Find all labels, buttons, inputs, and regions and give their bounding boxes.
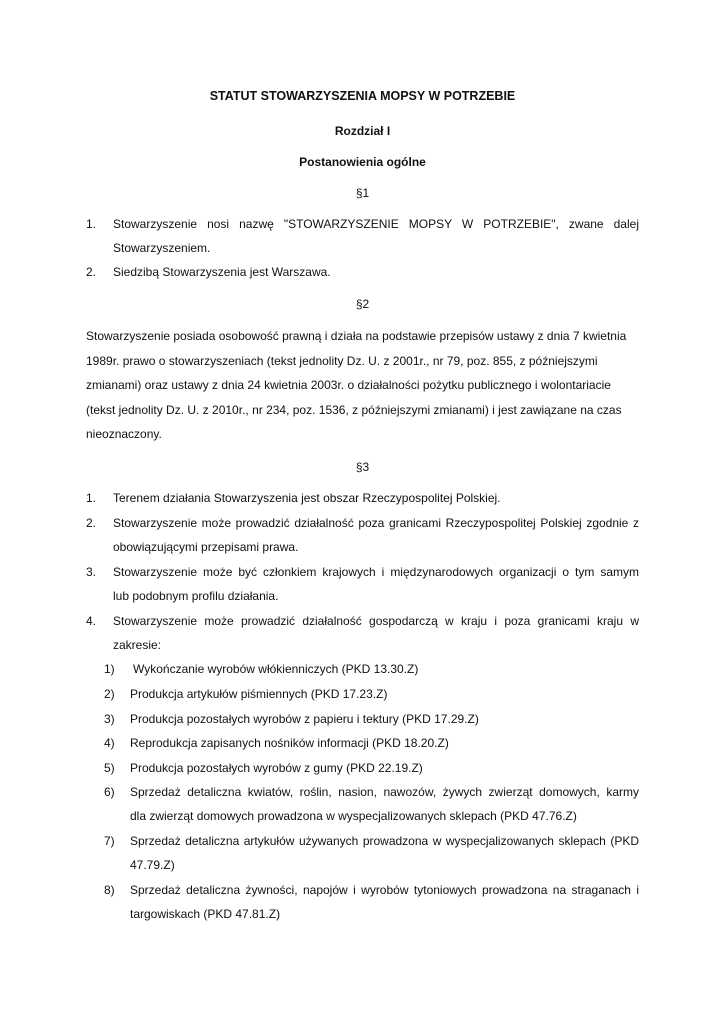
chapter-title: Postanowienia ogólne xyxy=(299,155,426,169)
item-text-line: Siedzibą Stowarzyszenia jest Warszawa. xyxy=(113,265,331,279)
subitem-number: 2) xyxy=(104,687,115,701)
subitem-text-line: Sprzedaż detaliczna kwiatów, roślin, nasion, nawozów, żywych zwierząt domowych, karmy xyxy=(130,785,639,799)
subitem-number: 7) xyxy=(104,834,115,848)
item-text-line: Terenem działania Stowarzyszenia jest obszar Rzeczypospolitej Polskiej. xyxy=(113,491,501,505)
subitem-text-line: Produkcja pozostałych wyrobów z gumy (PKD 22.19.Z) xyxy=(130,761,423,775)
subitem-text-line: Produkcja pozostałych wyrobów z papieru i tektury (PKD 17.29.Z) xyxy=(130,712,479,726)
subitem-text-line: 47.79.Z) xyxy=(130,858,175,872)
subitem-text-line: Sprzedaż detaliczna żywności, napojów i wyrobów tytoniowych prowadzona na straganach i xyxy=(130,883,639,897)
item-text-line: lub podobnym profilu działania. xyxy=(113,589,279,603)
subitem-text-line: dla zwierząt domowych prowadzona w wyspecjalizowanych sklepach (PKD 47.76.Z) xyxy=(130,809,577,823)
item-number: 1. xyxy=(86,491,97,505)
item-number: 3. xyxy=(86,565,97,579)
subitem-text-line: Produkcja artykułów piśmiennych (PKD 17.23.Z) xyxy=(130,687,388,701)
subitem-text-line: Reprodukcja zapisanych nośników informacji (PKD 18.20.Z) xyxy=(130,736,449,750)
subitem-text-line: Wykończanie wyrobów włókienniczych (PKD 13.30.Z) xyxy=(133,662,419,676)
paragraph-line: nieoznaczony. xyxy=(86,427,162,441)
item-number: 2. xyxy=(86,516,97,530)
item-number: 2. xyxy=(86,265,97,279)
item-text-line: Stowarzyszenie może prowadzić działalność poza granicami Rzeczypospolitej Polskiej zgodnie z xyxy=(113,516,639,530)
paragraph-line: Stowarzyszenie posiada osobowość prawną i działa na podstawie przepisów ustawy z dnia 7 kwietnia xyxy=(86,329,627,343)
item-text-line: obowiązującymi przepisami prawa. xyxy=(113,540,299,554)
subitem-text-line: Sprzedaż detaliczna artykułów używanych prowadzona w wyspecjalizowanych sklepach (PKD xyxy=(130,834,639,848)
section-2-heading: §2 xyxy=(355,297,370,311)
document-title: STATUT STOWARZYSZENIA MOPSY W POTRZEBIE xyxy=(209,89,516,103)
subitem-number: 8) xyxy=(104,883,115,897)
subitem-number: 4) xyxy=(104,736,115,750)
subitem-number: 1) xyxy=(104,662,115,676)
paragraph-line: zmianami) oraz ustawy z dnia 24 kwietnia 2003r. o działalności pożytku publicznego i wolontariacie xyxy=(86,378,611,392)
section-3-heading: §3 xyxy=(355,460,370,474)
item-text-line: Stowarzyszenie może prowadzić działalność gospodarczą w kraju i poza granicami kraju w xyxy=(113,614,639,628)
paragraph-line: 1989r. prawo o stowarzyszeniach (tekst jednolity Dz. U. z 2001r., nr 79, poz. 855, z późniejszymi xyxy=(86,354,598,368)
paragraph-line: (tekst jednolity Dz. U. z 2010r., nr 234, poz. 1536, z późniejszymi zmianami) i jest zawiązane na czas xyxy=(86,403,622,417)
subitem-number: 3) xyxy=(104,712,115,726)
subitem-number: 5) xyxy=(104,761,115,775)
chapter-heading: Rozdział I xyxy=(334,124,391,138)
item-text-line: Stowarzyszenie może być członkiem krajowych i międzynarodowych organizacji o tym samym xyxy=(113,565,639,579)
item-text-line: Stowarzyszenie nosi nazwę "STOWARZYSZENIE MOPSY W POTRZEBIE", zwane dalej xyxy=(113,217,639,231)
item-text-line: zakresie: xyxy=(113,638,162,652)
item-text-line: Stowarzyszeniem. xyxy=(113,241,211,255)
item-number: 4. xyxy=(86,614,97,628)
section-1-heading: §1 xyxy=(355,186,370,200)
subitem-number: 6) xyxy=(104,785,115,799)
subitem-text-line: targowiskach (PKD 47.81.Z) xyxy=(130,907,281,921)
item-number: 1. xyxy=(86,217,97,231)
